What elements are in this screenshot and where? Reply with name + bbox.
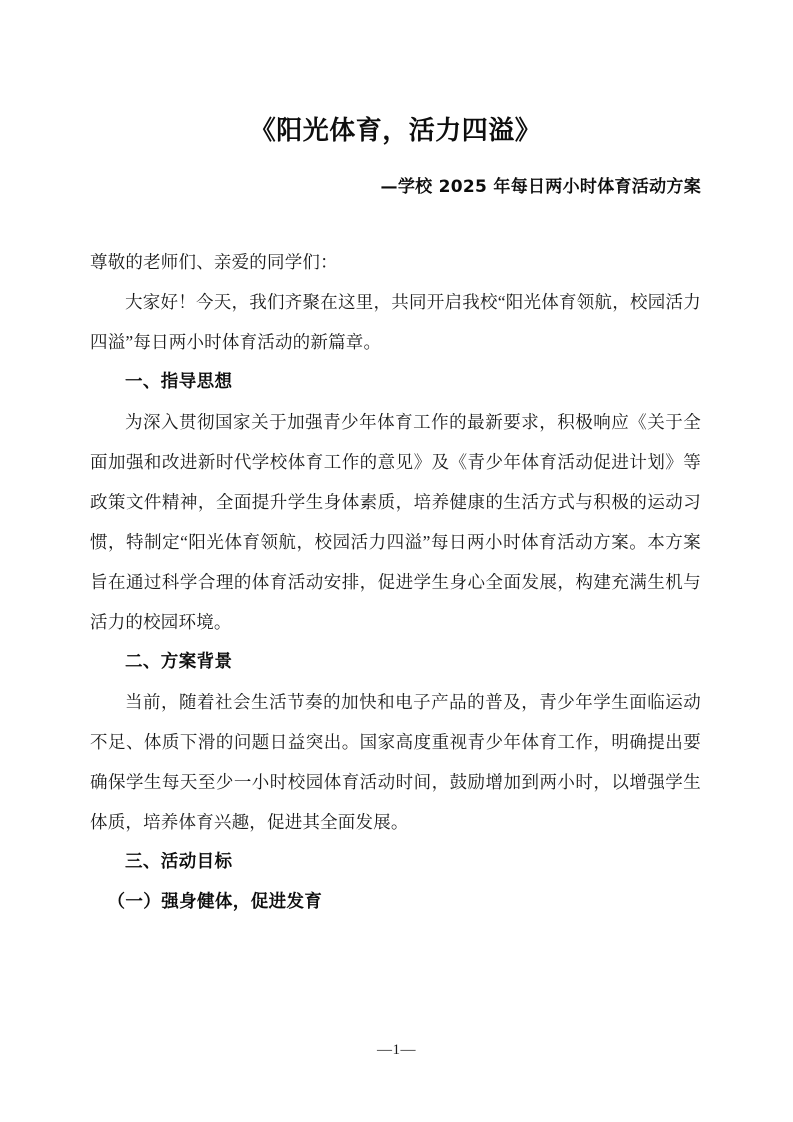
page-title: 《阳光体育，活力四溢》: [249, 116, 542, 146]
section-heading-2: 二、方案背景: [125, 652, 233, 672]
section-body-2: 当前，随着社会生活节奏的加快和电子产品的普及，青少年学生面临运动不足、体质下滑的问题日益突出。国家高度重视青少年体育工作，明确提出要确保学生每天至少一小时校园体育活动时间，鼓励增加到两小时，以增强学生体质，培养体育兴趣，促进其全面发展。: [90, 692, 701, 832]
section-heading-3: 三、活动目标: [125, 852, 233, 872]
document-subtitle: —学校 2025 年每日两小时体育活动方案: [380, 177, 701, 197]
section-subheading-3-1: （一）强身健体，促进发育: [107, 892, 323, 912]
document-content: [90, 0, 701, 922]
page-number-footer: —1—: [377, 1042, 416, 1058]
salutation: 尊敬的老师们、亲爱的同学们：: [90, 252, 338, 272]
section-body-1: 为深入贯彻国家关于加强青少年体育工作的最新要求，积极响应《关于全面加强和改进新时代学校体育工作的意见》及《青少年体育活动促进计划》等政策文件精神，全面提升学生身体素质，培养健康的生活方式与积极的运动习惯，特制定“阳光体育领航，校园活力四溢”每日两小时体育活动方案。本方案旨在通过科学合理的体育活动安排，促进学生身心全面发展，构建充满生机与活力的校园环境。: [90, 412, 701, 632]
document-body: [90, 202, 701, 922]
opening-paragraph: 大家好！今天，我们齐聚在这里，共同开启我校“阳光体育领航，校园活力四溢”每日两小时体育活动的新篇章。: [90, 292, 701, 352]
section-heading-1: 一、指导思想: [125, 372, 233, 392]
